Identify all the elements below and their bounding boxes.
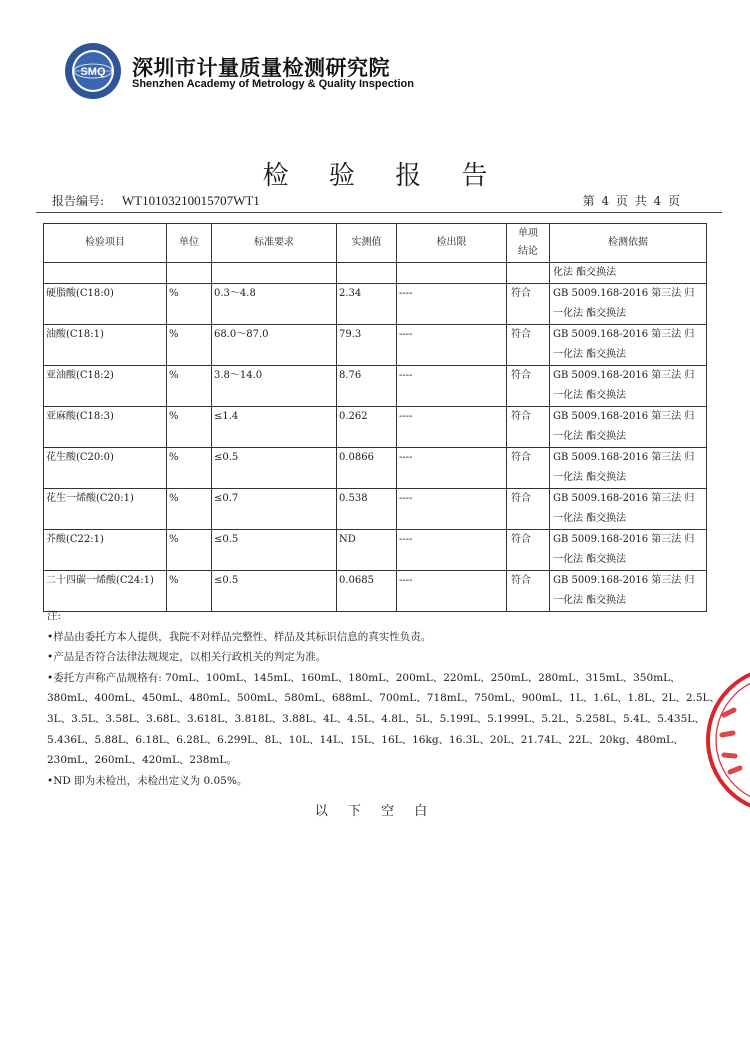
org-name-cn: 深圳市计量质量检测研究院 (132, 56, 390, 80)
cell-item: 二十四碳一烯酸(C24:1) (44, 571, 167, 612)
report-number (52, 192, 260, 209)
cell-method: GB 5009.168-2016 第三法 归一化法 酯交换法 (550, 571, 707, 612)
blank-marker: 以 下 空 白 (314, 804, 436, 819)
logo-text: SMQ (80, 66, 106, 78)
cell-measured: 0.0685 (337, 571, 397, 612)
cell-conclusion: 符合 (507, 407, 550, 448)
table-row (44, 325, 707, 366)
table-row (44, 366, 707, 407)
cell-conclusion: 符合 (507, 530, 550, 571)
cell-unit: % (167, 325, 212, 366)
cell-unit: % (167, 489, 212, 530)
table-row (44, 530, 707, 571)
cell-detection-limit: ---- (397, 448, 507, 489)
cell-measured: ND (337, 530, 397, 571)
cell-standard: 68.0～87.0 (212, 325, 337, 366)
cell-method: GB 5009.168-2016 第三法 归一化法 酯交换法 (550, 530, 707, 571)
cell-unit: % (167, 284, 212, 325)
cell-method: GB 5009.168-2016 第三法 归一化法 酯交换法 (550, 284, 707, 325)
cell-standard: 3.8～14.0 (212, 366, 337, 407)
cell-measured: 0.538 (337, 489, 397, 530)
cell-standard: ≤0.5 (212, 448, 337, 489)
cell-detection-limit: ---- (397, 407, 507, 448)
report-title: 检 验 报 告 (262, 161, 504, 191)
notes (47, 606, 727, 791)
cell-measured: 0.0866 (337, 448, 397, 489)
cell-unit: % (167, 571, 212, 612)
smq-logo-icon (64, 42, 122, 100)
header-standard: 标准要求 (212, 224, 337, 263)
cell-item: 硬脂酸(C18:0) (44, 284, 167, 325)
cell-standard: ≤1.4 (212, 407, 337, 448)
cell-measured: 79.3 (337, 325, 397, 366)
page-info: 第 4 页 共 4 页 (582, 194, 680, 208)
header-detection-limit: 检出限 (397, 224, 507, 263)
cell-method: GB 5009.168-2016 第三法 归一化法 酯交换法 (550, 448, 707, 489)
cell-item: 花生酸(C20:0) (44, 448, 167, 489)
table-header-row (44, 224, 707, 263)
cell-method: GB 5009.168-2016 第三法 归一化法 酯交换法 (550, 366, 707, 407)
cell-detection-limit: ---- (397, 489, 507, 530)
cell-method: GB 5009.168-2016 第三法 归一化法 酯交换法 (550, 407, 707, 448)
cell-detection-limit: ---- (397, 284, 507, 325)
cell-item: 花生一烯酸(C20:1) (44, 489, 167, 530)
cell-detection-limit: ---- (397, 530, 507, 571)
cell-method: GB 5009.168-2016 第三法 归一化法 酯交换法 (550, 489, 707, 530)
continued-row (44, 263, 707, 284)
cell-unit: % (167, 530, 212, 571)
cell-unit: % (167, 448, 212, 489)
cell-conclusion: 符合 (507, 448, 550, 489)
table-row (44, 489, 707, 530)
cell-conclusion: 符合 (507, 571, 550, 612)
cell-standard: ≤0.5 (212, 571, 337, 612)
table-row (44, 448, 707, 489)
note-item: •产品是否符合法律法规规定，以相关行政机关的判定为准。 (47, 651, 327, 664)
cell-measured: 8.76 (337, 366, 397, 407)
cell-conclusion: 符合 (507, 325, 550, 366)
header-item: 检验项目 (44, 224, 167, 263)
cell-standard: ≤0.7 (212, 489, 337, 530)
cell-detection-limit: ---- (397, 325, 507, 366)
cell-item: 油酸(C18:1) (44, 325, 167, 366)
cell-unit: % (167, 407, 212, 448)
cell-conclusion: 符合 (507, 489, 550, 530)
header-conclusion-line1: 单项 (518, 228, 538, 239)
org-name-en: Shenzhen Academy of Metrology & Quality Inspection (132, 78, 414, 90)
header-unit: 单位 (167, 224, 212, 263)
cell-detection-limit: ---- (397, 571, 507, 612)
cell-unit: % (167, 366, 212, 407)
report-number-value: WT10103210015707WT1 (121, 193, 260, 208)
results-table (43, 223, 707, 612)
table-row (44, 407, 707, 448)
cell-standard: 0.3～4.8 (212, 284, 337, 325)
note-item: •样品由委托方本人提供，我院不对样品完整性、样品及其标识信息的真实性负责。 (47, 630, 432, 643)
cell-method: GB 5009.168-2016 第三法 归一化法 酯交换法 (550, 325, 707, 366)
note-item: •ND 即为未检出，未检出定义为 0.05%。 (47, 774, 248, 787)
note-item: •委托方声称产品规格有: 70mL、100mL、145mL、160mL、180mL、200mL、220mL、250mL、280mL、315mL、350mL、380mL、400mL、450mL、480mL、500mL、580mL、688mL、700mL、718mL、750mL、900mL、1L、1.6L、1.8L、2L、2.5L、3L、3.5L、3.58L、3.68L、3.618L、3.818L、3.88L、4L、4.5L、4.8L、5L、5.199L、5.1999L、5.2L、5.258L、5.4L、5.435L、5.436L、5.88L、6.18L、6.28L、6.299L、8L、10L、14L、15L、16L、16kg、16.3L、20L、21.74L、22L、20kg、480mL、230mL、260mL、420mL、238mL。 (47, 671, 720, 767)
cell-detection-limit: ---- (397, 366, 507, 407)
header-method: 检测依据 (550, 224, 707, 263)
cell-item: 亚麻酸(C18:3) (44, 407, 167, 448)
cell-conclusion: 符合 (507, 284, 550, 325)
header-measured: 实测值 (337, 224, 397, 263)
header-divider (36, 212, 722, 213)
cell-standard: ≤0.5 (212, 530, 337, 571)
cell-conclusion: 符合 (507, 366, 550, 407)
header-conclusion (507, 224, 550, 263)
official-seal-icon (700, 660, 750, 820)
cell-item: 亚油酸(C18:2) (44, 366, 167, 407)
cell-measured: 0.262 (337, 407, 397, 448)
notes-heading: 注: (47, 610, 62, 622)
cell-measured: 2.34 (337, 284, 397, 325)
cell-item: 芥酸(C22:1) (44, 530, 167, 571)
table-row (44, 284, 707, 325)
header-conclusion-line2: 结论 (518, 246, 538, 257)
report-number-label: 报告编号: (52, 194, 105, 208)
cell-method: 化法 酯交换法 (550, 263, 707, 284)
